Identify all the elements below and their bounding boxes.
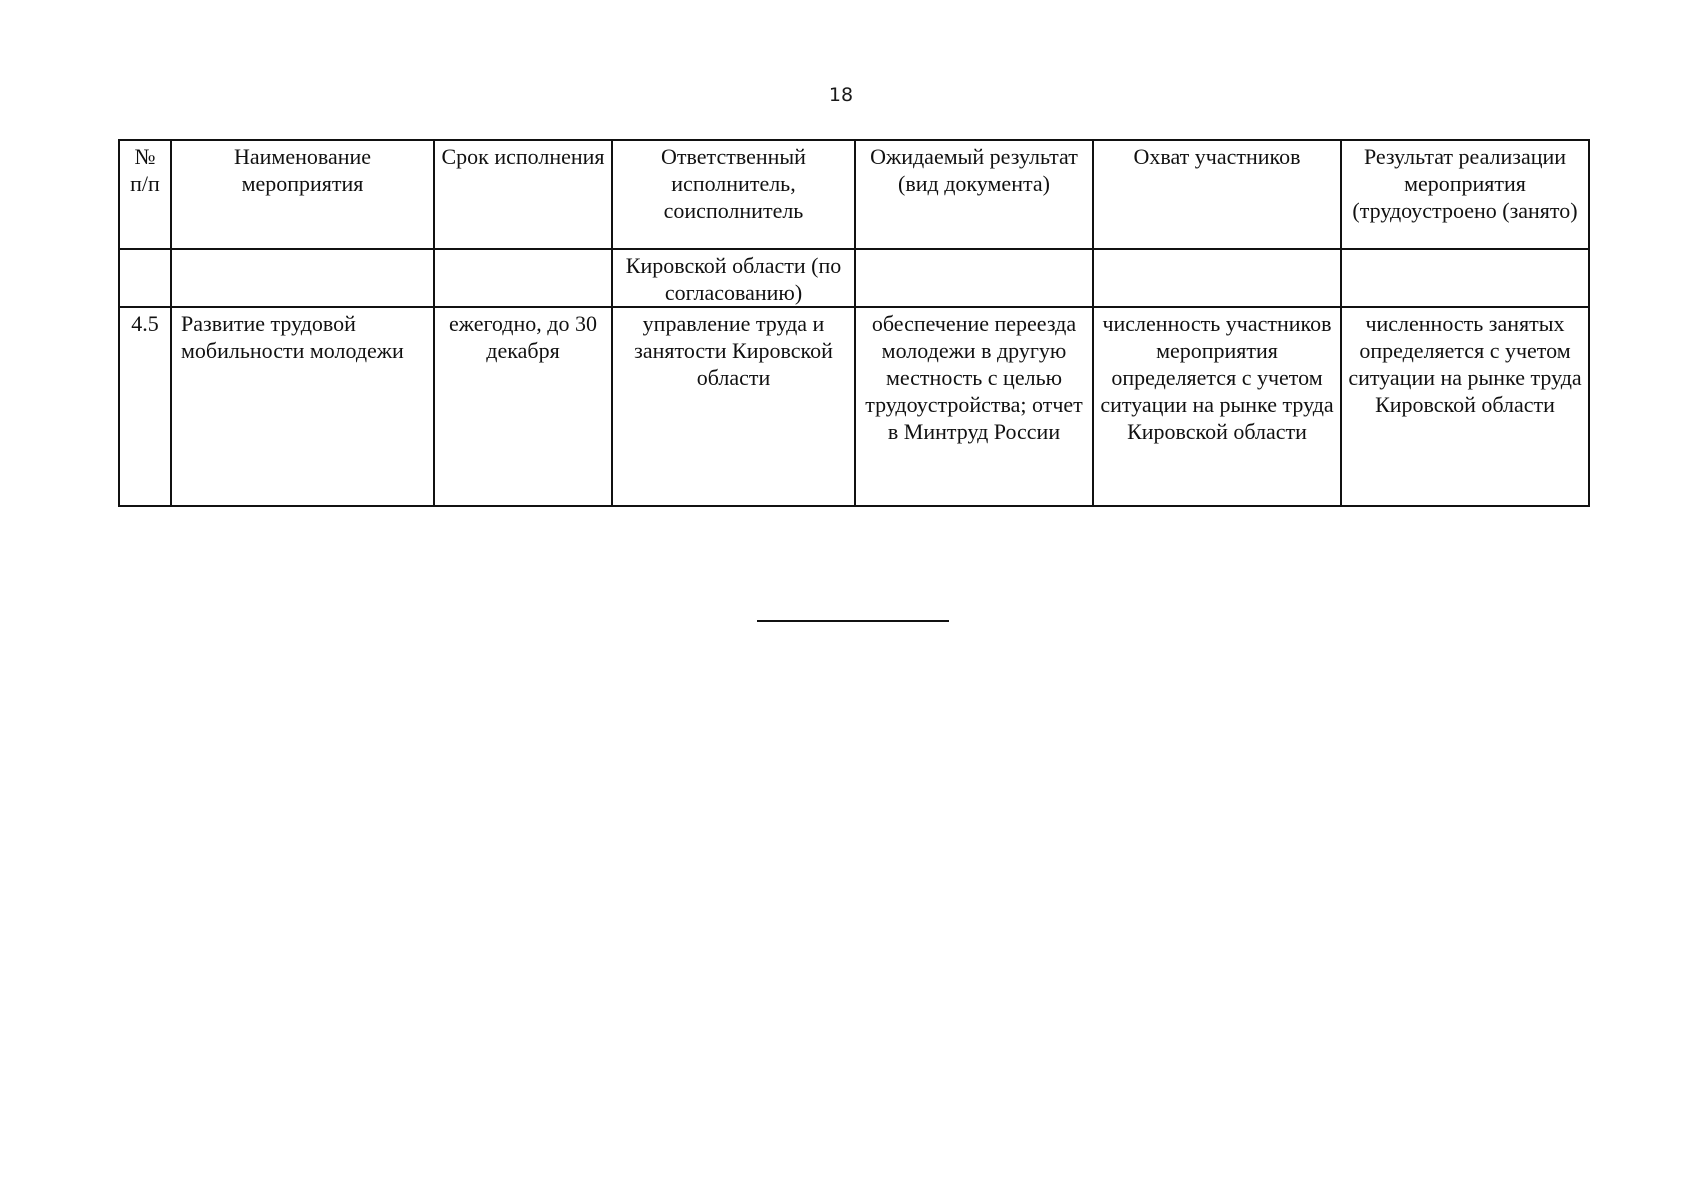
cell-number: 4.5 bbox=[119, 307, 171, 506]
table-cell bbox=[855, 249, 1093, 307]
table-row bbox=[119, 249, 1589, 307]
header-deadline: Срок исполнения bbox=[434, 140, 612, 249]
cell-responsible: управление труда и занятости Кировской области bbox=[612, 307, 855, 506]
table-cell bbox=[171, 249, 434, 307]
table-cell bbox=[119, 249, 171, 307]
table-cell bbox=[1341, 249, 1589, 307]
header-responsible: Ответственный исполнитель, соисполнитель bbox=[612, 140, 855, 249]
table-cell bbox=[1093, 249, 1341, 307]
page-number: 18 bbox=[828, 84, 854, 106]
cell-expected-result: обеспечение переезда молодежи в другую местность с целью трудоустройства; отчет в Минтруд России bbox=[855, 307, 1093, 506]
header-coverage: Охват участников bbox=[1093, 140, 1341, 249]
cell-deadline: ежегодно, до 30 декабря bbox=[434, 307, 612, 506]
activities-table bbox=[118, 139, 1590, 507]
header-expected-result: Ожидаемый результат (вид документа) bbox=[855, 140, 1093, 249]
end-separator-line bbox=[757, 620, 949, 622]
table-row bbox=[119, 307, 1589, 506]
table-cell: Кировской области (по согласованию) bbox=[612, 249, 855, 307]
header-number: № п/п bbox=[119, 140, 171, 249]
cell-outcome: численность занятых определяется с учетом ситуации на рынке труда Кировской области bbox=[1341, 307, 1589, 506]
cell-coverage: численность участников мероприятия определяется с учетом ситуации на рынке труда Кировской области bbox=[1093, 307, 1341, 506]
header-outcome: Результат реализации мероприятия (трудоустроено (занято) bbox=[1341, 140, 1589, 249]
table-cell bbox=[434, 249, 612, 307]
cell-activity-name: Развитие трудовой мобильности молодежи bbox=[171, 307, 434, 506]
table-header-row bbox=[119, 140, 1589, 249]
header-activity-name: Наименование мероприятия bbox=[171, 140, 434, 249]
